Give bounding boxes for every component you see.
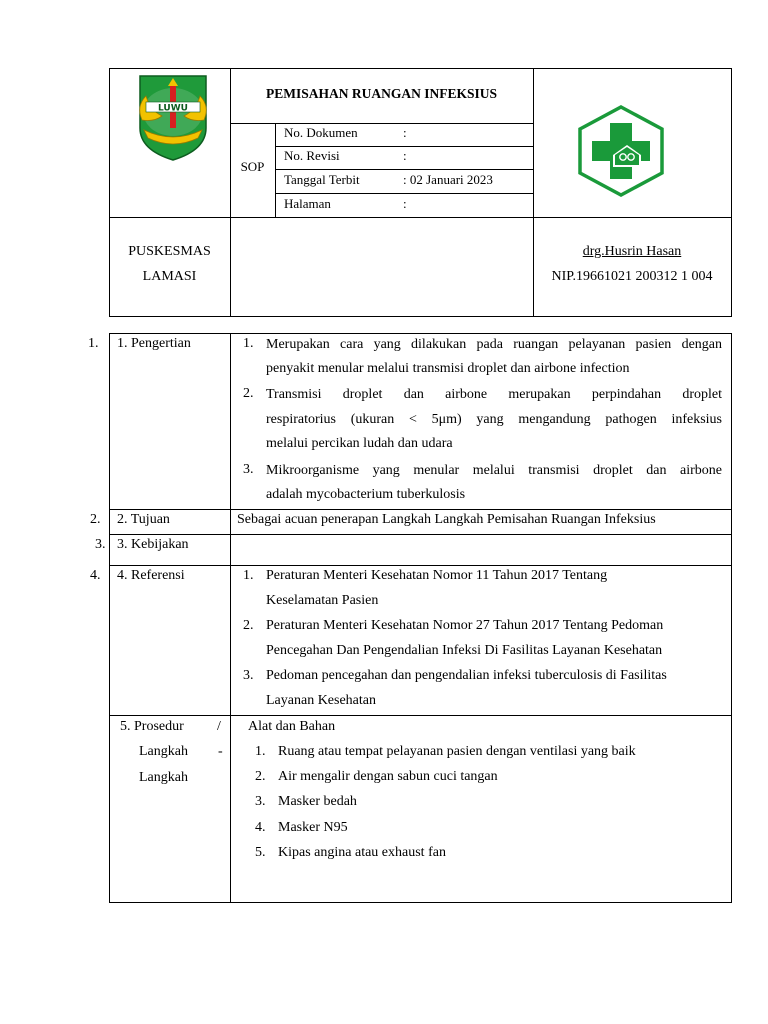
document-title: PEMISAHAN RUANGAN INFEKSIUS — [265, 86, 498, 101]
section-label-pengertian: 1. Pengertian — [117, 336, 191, 351]
item-number: 4. — [255, 820, 266, 835]
item-text-line: Keselamatan Pasien — [266, 593, 379, 608]
item-number: 5. — [255, 845, 266, 860]
prosedur-subheading: Alat dan Bahan — [248, 719, 336, 734]
row-number: 4. — [90, 568, 101, 583]
item-text-line: Peraturan Menteri Kesehatan Nomor 27 Tahun 2017 Tentang Pedoman — [266, 618, 664, 633]
meta-label: No. Dokumen — [284, 125, 358, 140]
item-number: 2. — [255, 769, 266, 784]
luwu-emblem-logo — [132, 72, 214, 164]
meta-label: Tanggal Terbit — [284, 172, 360, 187]
item-text-line: penyakit menular melalui transmisi droplet dan airbone infection — [266, 361, 630, 376]
item-number: 1. — [243, 336, 254, 351]
item-number: 3. — [243, 462, 254, 477]
item-text-line: melalui percikan ludah dan udara — [266, 436, 453, 451]
meta-label: No. Revisi — [284, 148, 340, 163]
item-number: 2. — [243, 386, 254, 401]
item-text-line: Peraturan Menteri Kesehatan Nomor 11 Tahun 2017 Tentang — [266, 568, 608, 583]
puskesmas-logo — [577, 105, 665, 197]
meta-value: : — [403, 125, 407, 140]
emblem-text: LUWU — [158, 103, 188, 114]
label-part: Langkah — [139, 770, 188, 785]
meta-value: : — [403, 148, 407, 163]
item-text: Ruang atau tempat pelayanan pasien dengan ventilasi yang baik — [278, 744, 636, 759]
item-text-line: Pedoman pencegahan dan pengendalian infeksi tuberculosis di Fasilitas — [266, 668, 667, 683]
item-text-line: respiratorius (ukuran < 5μm) yang mengandung pathogen infeksius — [266, 412, 722, 427]
label-part: / — [217, 719, 221, 734]
signatory-nip: NIP.19661021 200312 1 004 — [551, 269, 713, 284]
sop-label: SOP — [240, 159, 265, 174]
item-text-line: Merupakan cara yang dilakukan pada ruangan pelayanan pasien dengan — [266, 337, 722, 352]
item-text: Masker bedah — [278, 794, 357, 809]
item-number: 2. — [243, 618, 254, 633]
item-number: 3. — [243, 668, 254, 683]
item-number: 1. — [255, 744, 266, 759]
item-number: 3. — [255, 794, 266, 809]
org-name-line2: LAMASI — [142, 269, 197, 284]
section-label-referensi: 4. Referensi — [117, 568, 185, 583]
tujuan-text: Sebagai acuan penerapan Langkah Langkah Pemisahan Ruangan Infeksius — [237, 512, 656, 527]
section-label-kebijakan: 3. Kebijakan — [117, 537, 189, 552]
item-text: Kipas angina atau exhaust fan — [278, 845, 446, 860]
meta-value: : — [403, 196, 407, 211]
row-number: 2. — [90, 512, 101, 527]
item-text-line: Layanan Kesehatan — [266, 693, 376, 708]
item-text-line: adalah mycobacterium tuberkulosis — [266, 487, 466, 502]
section-label-tujuan: 2. Tujuan — [117, 512, 170, 527]
label-part: - — [218, 744, 223, 759]
meta-value: : 02 Januari 2023 — [403, 172, 493, 187]
label-part: 5. Prosedur — [120, 719, 184, 734]
item-text: Air mengalir dengan sabun cuci tangan — [278, 769, 498, 784]
signatory-name: drg.Husrin Hasan — [582, 244, 682, 259]
row-number: 3. — [95, 537, 106, 552]
item-number: 1. — [243, 568, 254, 583]
meta-label: Halaman — [284, 196, 331, 211]
item-text: Masker N95 — [278, 820, 348, 835]
item-text-line: Mikroorganisme yang menular melalui transmisi droplet dan airbone — [266, 463, 722, 478]
org-name-line1: PUSKESMAS — [128, 244, 211, 259]
item-text-line: Transmisi droplet dan airbone merupakan perpindahan droplet — [266, 387, 722, 402]
label-part: Langkah — [139, 744, 188, 759]
row-number: 1. — [88, 336, 99, 351]
item-text-line: Pencegahan Dan Pengendalian Infeksi Di Fasilitas Layanan Kesehatan — [266, 643, 663, 658]
